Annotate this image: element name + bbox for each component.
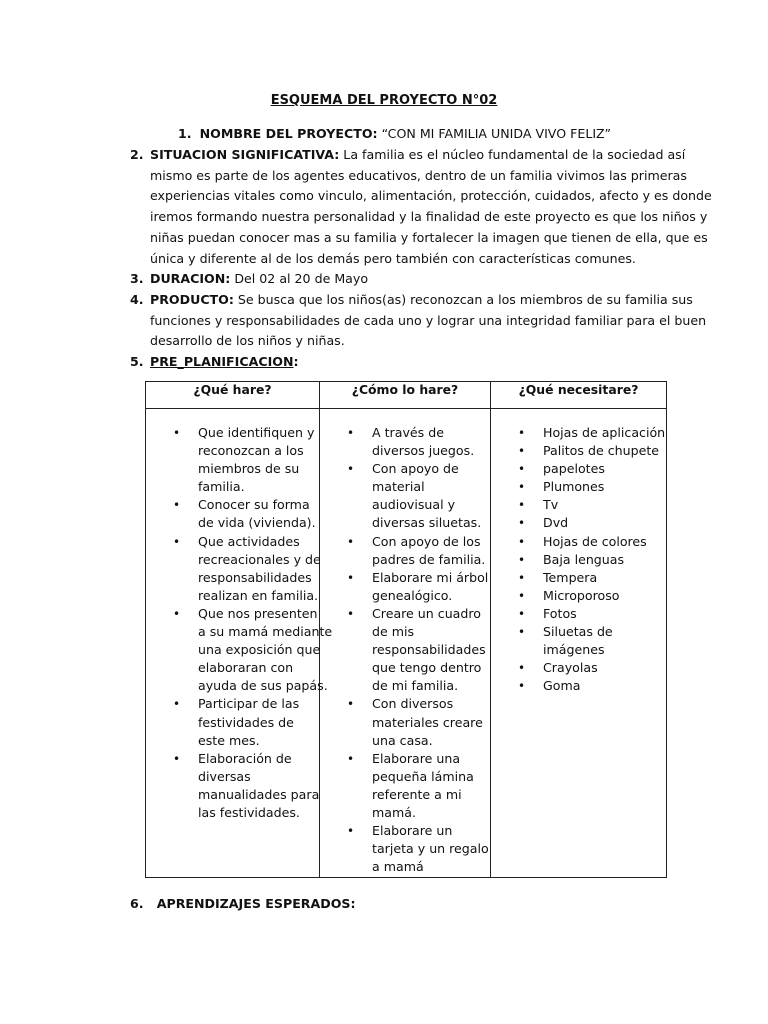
section-6-label: APRENDIZAJES ESPERADOS: [156,896,356,911]
list-item-line: festividades de [198,714,294,730]
list-item-line: elaboraran con [198,660,294,676]
section-4-product [130,290,707,352]
list-item [492,478,665,496]
preplanning-table [145,381,667,878]
list-item [147,750,318,822]
section-2-situation [130,145,712,269]
list-item-line: manualidades para [198,786,320,802]
section-2-line: niñas puedan conocer mas a su familia y fortalecer la imagen que tienen de ella, que es [150,229,708,245]
section-1-project-name [178,124,611,144]
list-item-line: • Siluetas de [543,624,613,640]
list-item-line: • Elaborare mi árbol [372,569,489,585]
list-item-line: • Elaborare una [372,750,461,766]
column-what [146,409,333,878]
section-4-line: Se busca que los niños(as) reconozcan a los miembros de su familia sus [233,292,693,307]
list-item [147,496,318,532]
section-2-line: mismo es parte de los agentes educativos, dentro de un familia vivimos las primeras [150,167,687,183]
section-6-expected-learning [130,896,356,911]
list-item-line: una casa. [372,732,433,748]
list-item-line: • A través de [372,425,444,440]
header-how: ¿Cómo lo hare? [320,382,491,409]
list-item-line: • Hojas de colores [543,533,647,549]
list-how [321,424,489,876]
list-item-line: realizan en familia. [198,587,319,603]
list-item-line: imágenes [543,642,605,658]
list-item [492,605,665,623]
list-item-line: • Tempera [543,569,598,585]
document-title: ESQUEMA DEL PROYECTO N°02 [270,93,498,108]
list-item [492,659,665,677]
list-item-line: • Crayolas [543,660,598,676]
list-item-line: mamá. [372,804,416,820]
list-item-line: • Goma [543,678,581,694]
section-5-label: PRE_PLANIFICACION [150,354,294,369]
list-item-line: • Participar de las [198,696,300,712]
list-item [492,424,665,442]
list-item-line: tarjeta y un regalo [372,841,489,857]
header-needs: ¿Qué necesitare? [491,382,667,409]
list-item-line: diversas [198,768,251,784]
list-item-line: diversos juegos. [372,443,475,459]
list-item [321,822,489,876]
section-3-number: 3. [130,271,144,286]
section-6-number: 6. [130,896,144,911]
list-item-line: • Hojas de aplicación [543,425,666,440]
list-item [147,533,321,605]
section-4-line: desarrollo de los niños y niñas. [150,333,345,349]
list-item [321,460,489,532]
list-item-line: pequeña lámina [372,768,474,784]
section-4-line: funciones y responsabilidades de cada uno y lograr una integridad familiar para el buen [150,312,707,328]
list-item [492,677,665,695]
list-item-line: audiovisual y [372,497,456,513]
list-item [321,750,489,822]
list-item-line: • Elaboración de [198,750,292,766]
list-item-line: que tengo dentro [372,660,482,676]
list-item-line: • Microporoso [543,587,620,603]
list-item [321,533,489,569]
list-item [492,514,665,532]
list-item-line: de vida (vivienda). [198,515,316,531]
list-item-line: responsabilidades [198,569,312,585]
column-needs [491,409,667,878]
list-item-line: • Dvd [543,515,569,531]
list-item [321,569,489,605]
list-what [147,424,333,822]
list-item [321,695,489,749]
section-2-line: iremos formando nuestra personalidad y la finalidad de este proyecto es que los niños y [150,209,708,225]
list-item-line: responsabilidades [372,642,486,658]
list-item-line: • Con apoyo de los [372,533,481,549]
list-item [492,551,665,569]
list-item [492,496,665,514]
list-item-line: de mis [372,624,415,640]
list-needs [492,424,665,695]
section-2-number: 2. [130,147,144,162]
list-item-line: • Plumones [543,479,605,495]
list-item-line: familia. [198,479,245,495]
list-item-line: • Que actividades [198,533,300,549]
section-2-line: La familia es el núcleo fundamental de la sociedad así [339,147,686,162]
list-item-line: una exposición que [198,642,321,658]
table-header-row [146,382,667,409]
section-3-text: Del 02 al 20 de Mayo [230,271,369,286]
list-item-line: • Elaborare un [372,823,453,839]
section-1-label: NOMBRE DEL PROYECTO: [199,126,378,141]
section-1-text: “CON MI FAMILIA UNIDA VIVO FELIZ” [381,126,611,141]
list-item-line: • Baja lenguas [543,551,625,567]
section-5-colon: : [293,354,299,369]
list-item-line: • Que nos presenten [198,605,318,621]
list-item [321,424,489,460]
list-item-line: • Palitos de chupete [543,443,660,459]
list-item-line: materiales creare [372,714,483,730]
list-item-line: • Que identifiquen y [198,425,315,440]
list-item-line: • Con diversos [372,696,454,712]
section-2-label: SITUACION SIGNIFICATIVA: [150,147,340,162]
list-item-line: • Creare un cuadro [372,605,482,621]
section-3-duration [130,269,670,290]
list-item-line: recreacionales y de [198,551,321,567]
list-item-line: miembros de su [198,461,300,477]
list-item-line: las festividades. [198,804,300,820]
list-item [321,605,489,695]
list-item-line: • Conocer su forma [198,497,310,513]
list-item [492,623,665,659]
list-item-line: a mamá [372,859,424,875]
section-4-label: PRODUCTO: [150,292,234,307]
section-1-number: 1. [178,126,192,141]
list-item [492,587,665,605]
column-how [320,409,491,878]
list-item [147,695,318,749]
list-item-line: • Fotos [543,605,577,621]
list-item-line: este mes. [198,732,260,748]
list-item [492,460,665,478]
section-2-line: experiencias vitales como vinculo, alimentación, protección, cuidados, afecto y es donde [150,188,712,204]
section-5-number: 5. [130,354,144,369]
list-item-line: a su mamá mediante [198,624,333,640]
list-item [492,569,665,587]
list-item-line: • papelotes [543,461,605,477]
section-5-preplanning [130,352,670,373]
list-item-line: genealógico. [372,587,453,603]
list-item-line: • Con apoyo de [372,461,459,477]
list-item-line: reconozcan a los [198,443,304,459]
header-what: ¿Qué hare? [146,382,320,409]
list-item-line: diversas siluetas. [372,515,482,531]
list-item-line: material [372,479,425,495]
section-3-label: DURACION: [150,271,231,286]
section-4-number: 4. [130,292,144,307]
list-item-line: ayuda de sus papás. [198,678,328,694]
list-item-line: referente a mi [372,786,462,802]
list-item [492,533,665,551]
section-2-line: única y diferente al de los demás pero también con características comunes. [150,250,636,266]
list-item [492,442,665,460]
list-item-line: • Tv [543,497,559,513]
list-item-line: padres de familia. [372,551,486,567]
list-item [147,424,318,496]
list-item-line: de mi familia. [372,678,459,694]
list-item [147,605,333,695]
table-row [146,409,667,878]
